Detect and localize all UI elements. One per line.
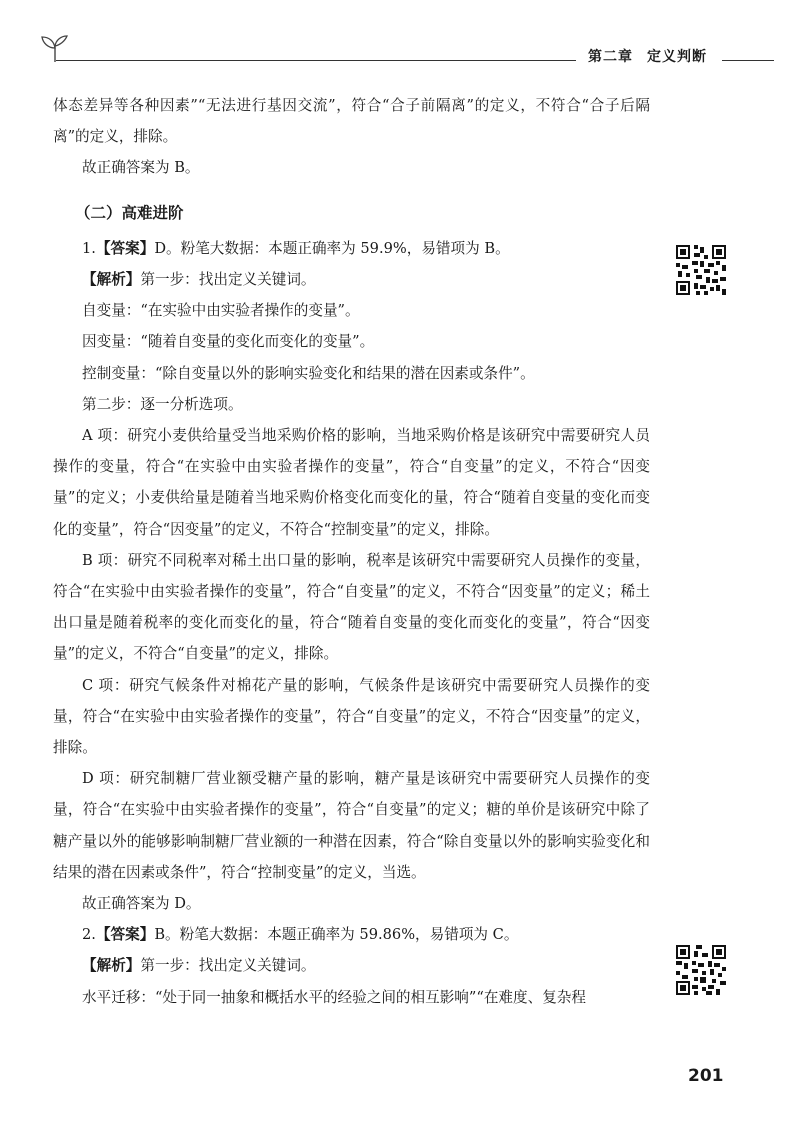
- question-1-answer: [53, 233, 650, 264]
- analysis-text: 第一步：找出定义关键词。: [140, 271, 316, 289]
- page-number: 201: [688, 1066, 724, 1086]
- question-number: 1.: [82, 239, 96, 257]
- question-1-analysis: [53, 264, 650, 295]
- analysis-tag: 【解析】: [82, 271, 141, 289]
- analysis-tag: 【解析】: [82, 957, 141, 975]
- qr-code-icon: [676, 945, 726, 995]
- paragraph: 故正确答案为 B。: [82, 159, 200, 177]
- section-title: （二）高难进阶: [75, 203, 184, 222]
- paragraph: 因变量：“随着自变量的变化而变化的变量”。: [82, 333, 375, 351]
- paragraph: 水平迁移：“处于同一抽象和概括水平的经验之间的相互影响”“在难度、复杂程: [82, 988, 586, 1006]
- answer-text: D。粉笔大数据：本题正确率为 59.9%，易错项为 B。: [154, 239, 510, 257]
- answer-text: B。粉笔大数据：本题正确率为 59.86%，易错项为 C。: [154, 926, 519, 944]
- paragraph: 故正确答案为 D。: [82, 895, 201, 913]
- question-number: 2.: [82, 926, 96, 944]
- option-b: B 项：研究不同税率对稀土出口量的影响，税率是该研究中需要研究人员操作的变量，符合“在实验中由实验者操作的变量”，符合“自变量”的定义，不符合“因变量”的定义；稀土出口量是随着税率的变化而变化的量，符合“随着自变量的变化而变化的变量”，符合“因变量”的定义，不符合“自变量”的定义，排除。: [53, 551, 650, 663]
- paragraph: 第二步：逐一分析选项。: [82, 395, 243, 413]
- question-2-analysis: [53, 950, 650, 981]
- chapter-number: 第二章: [588, 49, 633, 65]
- qr-code-icon: [676, 245, 726, 295]
- paragraph: 体态差异等各种因素”“无法进行基因交流”，符合“合子前隔离”的定义，不符合“合子后隔离”的定义，排除。: [53, 97, 650, 146]
- paragraph: 控制变量：“除自变量以外的影响实验变化和结果的潜在因素或条件”。: [82, 364, 535, 382]
- answer-tag: 【答案】: [95, 926, 155, 944]
- option-a: A 项：研究小麦供给量受当地采购价格的影响，当地采购价格是该研究中需要研究人员操作的变量，符合“在实验中由实验者操作的变量”，符合“自变量”的定义，不符合“因变量”的定义；小麦供给量是随着当地采购价格变化而变化的量，符合“随着自变量的变化而变化的变量”，符合“因变量”的定义，不符合“控制变量”的定义，排除。: [53, 427, 650, 538]
- header-rule: [56, 60, 576, 61]
- header-rule-right: [722, 60, 774, 61]
- analysis-text: 第一步：找出定义关键词。: [140, 957, 316, 975]
- option-d: D 项：研究制糖厂营业额受糖产量的影响，糖产量是该研究中需要研究人员操作的变量，符合“在实验中由实验者操作的变量”，符合“自变量”的定义；糖的单价是该研究中除了糖产量以外的能够影响制糖厂营业额的一种潜在因素，符合“除自变量以外的影响实验变化和结果的潜在因素或条件”，符合“控制变量”的定义，当选。: [53, 770, 650, 881]
- option-c: C 项：研究气候条件对棉花产量的影响，气候条件是该研究中需要研究人员操作的变量，符合“在实验中由实验者操作的变量”，符合“自变量”的定义，不符合“因变量”的定义，排除。: [53, 676, 650, 757]
- chapter-title: 定义判断: [647, 49, 707, 65]
- page-body: [53, 90, 650, 1013]
- question-2-answer: [53, 919, 650, 950]
- answer-tag: 【答案】: [95, 239, 155, 257]
- chapter-heading: [588, 46, 707, 66]
- paragraph: 自变量：“在实验中由实验者操作的变量”。: [82, 302, 360, 320]
